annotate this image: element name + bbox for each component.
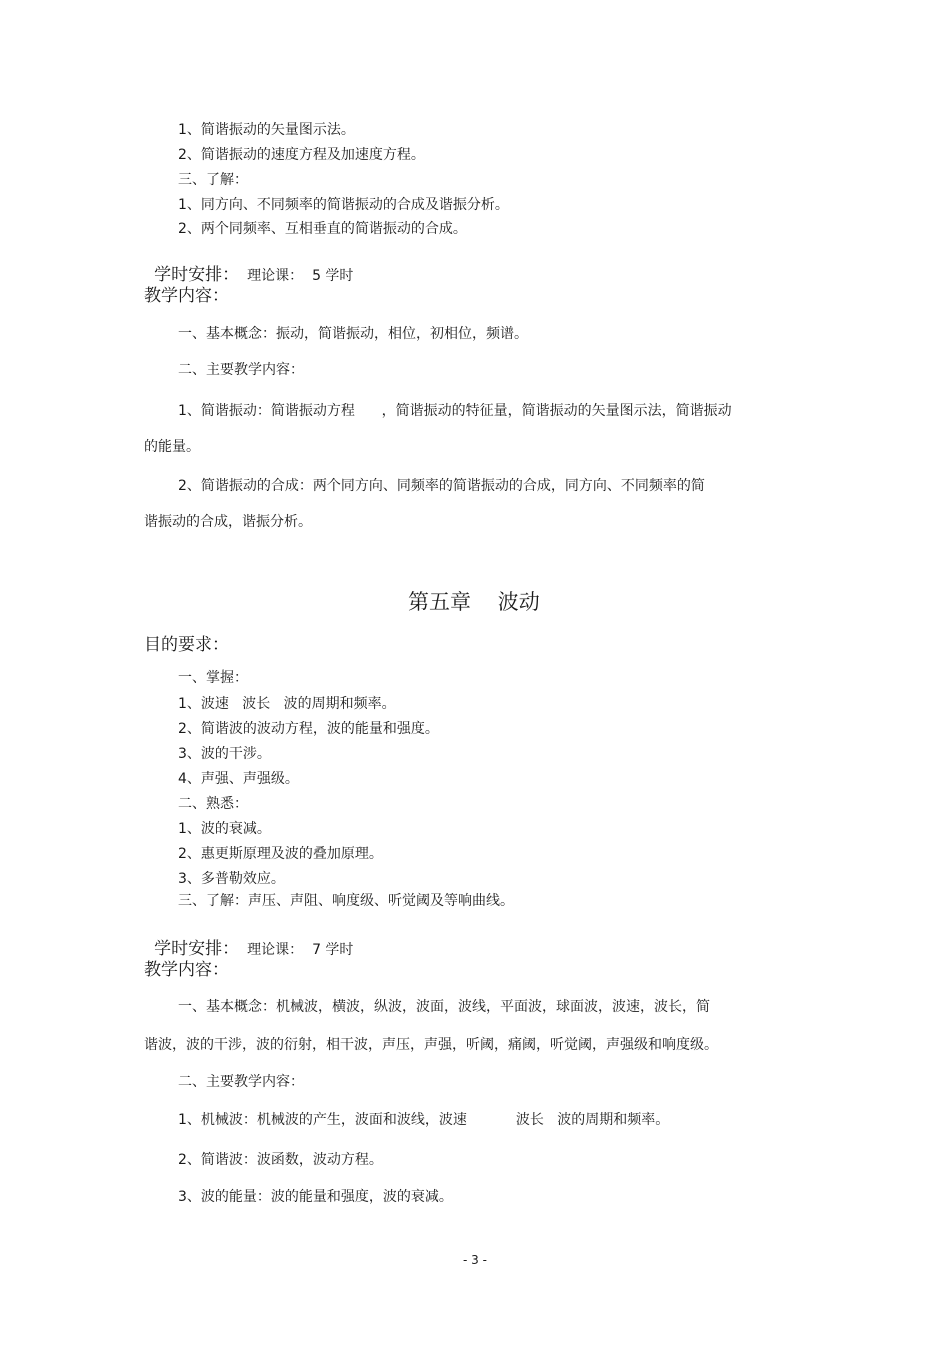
chapter-title: 第五章 波动 [408, 590, 540, 614]
schedule-value: 理论课： 5 学时 [247, 268, 354, 284]
content-item-line: 1、机械波：机械波的产生，波面和波线，波速 波长 波的周期和频率。 [178, 1112, 670, 1128]
understand-line: 三、了解：声压、声阻、响度级、听觉阈及等响曲线。 [178, 893, 514, 909]
understand-header: 三、了解： [178, 172, 248, 188]
objective-line: 2、简谐波的波动方程，波的能量和强度。 [178, 721, 439, 737]
objective-line: 2、两个同频率、互相垂直的简谐振动的合成。 [178, 221, 467, 237]
objective-line: 1、波的衰减。 [178, 821, 271, 837]
objective-line: 1、同方向、不同频率的简谐振动的合成及谐振分析。 [178, 197, 509, 213]
schedule-row [144, 251, 353, 284]
schedule-value: 理论课： 7 学时 [247, 942, 354, 958]
content-item-line: 2、简谐波：波函数，波动方程。 [178, 1152, 383, 1168]
objective-line: 3、波的干涉。 [178, 746, 271, 762]
objective-line: 3、多普勒效应。 [178, 871, 285, 887]
objective-line: 1、简谐振动的矢量图示法。 [178, 122, 355, 138]
schedule-row [144, 925, 353, 958]
schedule-label: 学时安排： [154, 265, 240, 285]
basic-concepts: 一、基本概念：振动，简谐振动，相位，初相位，频谱。 [178, 326, 528, 342]
content-item-line: 的能量。 [144, 439, 200, 455]
objective-line: 4、声强、声强级。 [178, 771, 299, 787]
main-content-header: 二、主要教学内容： [178, 1074, 304, 1090]
familiar-header: 二、熟悉： [178, 796, 248, 812]
objectives-label: 目的要求： [144, 635, 229, 655]
schedule-label: 学时安排： [154, 939, 240, 959]
content-item-line: 谐振动的合成，谐振分析。 [144, 514, 312, 530]
content-item-line: 一、基本概念：机械波，横波，纵波，波面，波线，平面波，球面波，波速，波长，简 [178, 999, 710, 1015]
objective-line: 2、惠更斯原理及波的叠加原理。 [178, 846, 383, 862]
objective-line: 1、波速 波长 波的周期和频率。 [178, 696, 396, 712]
objective-line: 2、简谐振动的速度方程及加速度方程。 [178, 147, 425, 163]
main-content-header: 二、主要教学内容： [178, 362, 304, 378]
content-label: 教学内容： [144, 286, 229, 306]
content-item-line: 1、简谐振动：简谐振动方程 ，简谐振动的特征量，简谐振动的矢量图示法，简谐振动 [178, 403, 732, 419]
content-item-line: 谐波，波的干涉，波的衍射，相干波，声压，声强，听阈，痛阈，听觉阈，声强级和响度级。 [144, 1037, 718, 1053]
master-header: 一、掌握： [178, 670, 248, 686]
content-item-line: 2、简谐振动的合成：两个同方向、同频率的简谐振动的合成，同方向、不同频率的简 [178, 478, 705, 494]
content-item-line: 3、波的能量：波的能量和强度，波的衰减。 [178, 1189, 453, 1205]
content-label: 教学内容： [144, 960, 229, 980]
page-number: - 3 - [463, 1253, 487, 1267]
